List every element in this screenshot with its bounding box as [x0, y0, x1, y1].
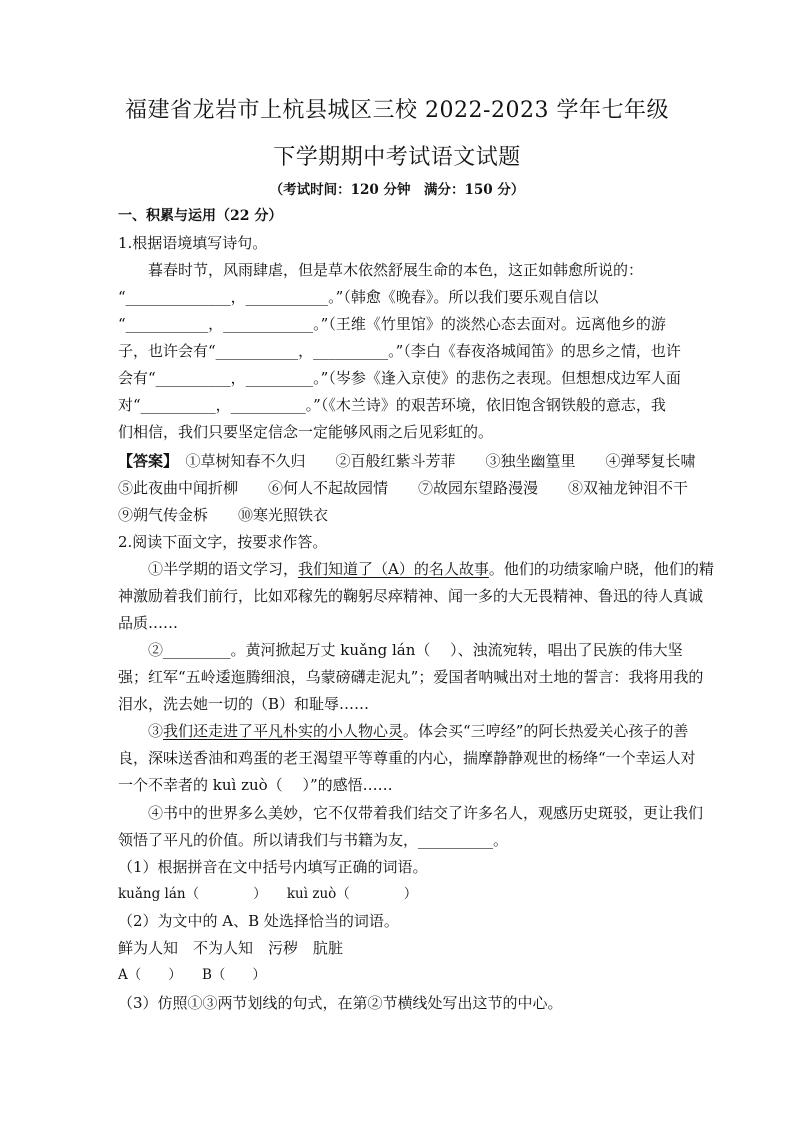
text-span: ③ [118, 722, 164, 740]
answer-line: ⑨朔气传金柝 ⑩寒光照铁衣 [118, 506, 329, 524]
word-options: 鲜为人知 不为人知 污秽 肮脏 [118, 939, 344, 957]
title-line-2: 下学期期中考试语文试题 [273, 145, 521, 170]
sub-question-2: （2）为文中的 A、B 处选择恰当的词语。 [118, 912, 399, 930]
q1-paragraph-line: 子，也许会有“___________，__________。”（李白《春夜洛城闻笛》的思乡之情，也许 [118, 342, 681, 360]
section-heading: 一、积累与运用（22 分） [118, 208, 283, 224]
text-span: 。体会买“三哼经”的阿长热爱关心孩子的善 [403, 722, 689, 740]
answer-label: 【答案】 [118, 452, 171, 470]
q2-paragraph-line: 一个不幸者的 kuì zuò（ ）”的感悟…… [118, 776, 393, 794]
q2-paragraph-line: ②_________。黄河掀起万丈 kuǎng lán（ ）、浊流宛转，唱出了民族的伟大坚 [118, 641, 683, 659]
q2-paragraph-line [118, 721, 688, 741]
answer-text: ①草树知春不久归 ②百般红紫斗芳菲 ③独坐幽篁里 ④弹琴复长啸 [170, 452, 696, 470]
answer-line [118, 451, 696, 471]
q1-paragraph-line: 对“__________，__________。”（《木兰诗》的艰苦环境，依旧饱含钢铁般的意志，我 [118, 396, 666, 414]
sub-question-3: （3）仿照①③两节划线的句式，在第②节横线处写出这节的中心。 [118, 994, 563, 1012]
q2-paragraph-line: 品质…… [118, 614, 179, 632]
pinyin-answer-line: kuǎng lán（ ） kuì zuò（ ） [118, 886, 418, 902]
q1-paragraph-line: 们相信，我们只要坚定信念一定能够风雨之后见彩虹的。 [118, 423, 494, 441]
q2-paragraph-line [118, 559, 714, 579]
text-span: 。他们的功绩家喻户晓，他们的精 [488, 560, 714, 578]
text-span: ①半学期的语文学习， [118, 560, 299, 578]
sub-question-1: （1）根据拼音在文中括号内填写正确的词语。 [118, 858, 428, 876]
question-2-header: 2.阅读下面文字，按要求作答。 [118, 533, 328, 551]
ab-answer-line: A（ ） B（ ） [118, 967, 266, 983]
q2-paragraph-line: 神激励着我们前行，比如邓稼先的鞠躬尽瘁精神、闻一多的大无畏精神、鲁迅的待人真诚 [118, 587, 704, 605]
q2-paragraph-line: 领悟了平凡的价值。所以请我们与书籍为友，__________。 [118, 831, 509, 849]
q2-paragraph-line: 泪水，洗去她一切的（B）和耻辱…… [118, 695, 370, 713]
q1-paragraph-line: 会有“__________，_________。”（岑参《逢入京使》的悲伤之表现。但想想戍边军人面 [118, 369, 681, 387]
answer-line: ⑤此夜曲中闻折柳 ⑥何人不起故园情 ⑦故园东望路漫漫 ⑧双袖龙钟泪不干 [118, 479, 689, 497]
question-1-header: 1.根据语境填写诗句。 [118, 234, 268, 252]
underlined-sentence: 我们知道了（A）的名人故事 [298, 560, 489, 578]
underlined-sentence: 我们还走进了平凡朴实的小人物心灵 [163, 722, 404, 740]
exam-info: （考试时间：120 分钟 满分：150 分） [269, 182, 525, 198]
q2-paragraph-line: 强；红军“五岭逶迤腾细浪，乌蒙磅礴走泥丸”；爱国者呐喊出对土地的誓言：我将用我的 [118, 668, 704, 686]
q2-paragraph-line: ④书中的世界多么美妙，它不仅带着我们结交了许多名人，观感历史斑驳，更让我们 [118, 804, 704, 822]
q1-paragraph-line: 暮春时节，风雨肆虐，但是草木依然舒展生命的本色，这正如韩愈所说的： [118, 261, 644, 279]
q1-paragraph-line: “______________，___________。”（韩愈《晚春》。所以我们要乐观自信以 [118, 288, 599, 306]
q2-paragraph-line: 良，深味送香油和鸡蛋的老王渴望平等尊重的内心，揣摩静静观世的杨绛“一个幸运人对 [118, 749, 696, 767]
q1-paragraph-line: “___________，____________。”（王维《竹里馆》的淡然心态去面对。远离他乡的游 [118, 315, 666, 333]
title-line-1: 福建省龙岩市上杭县城区三校 2022-2023 学年七年级 [125, 98, 669, 123]
